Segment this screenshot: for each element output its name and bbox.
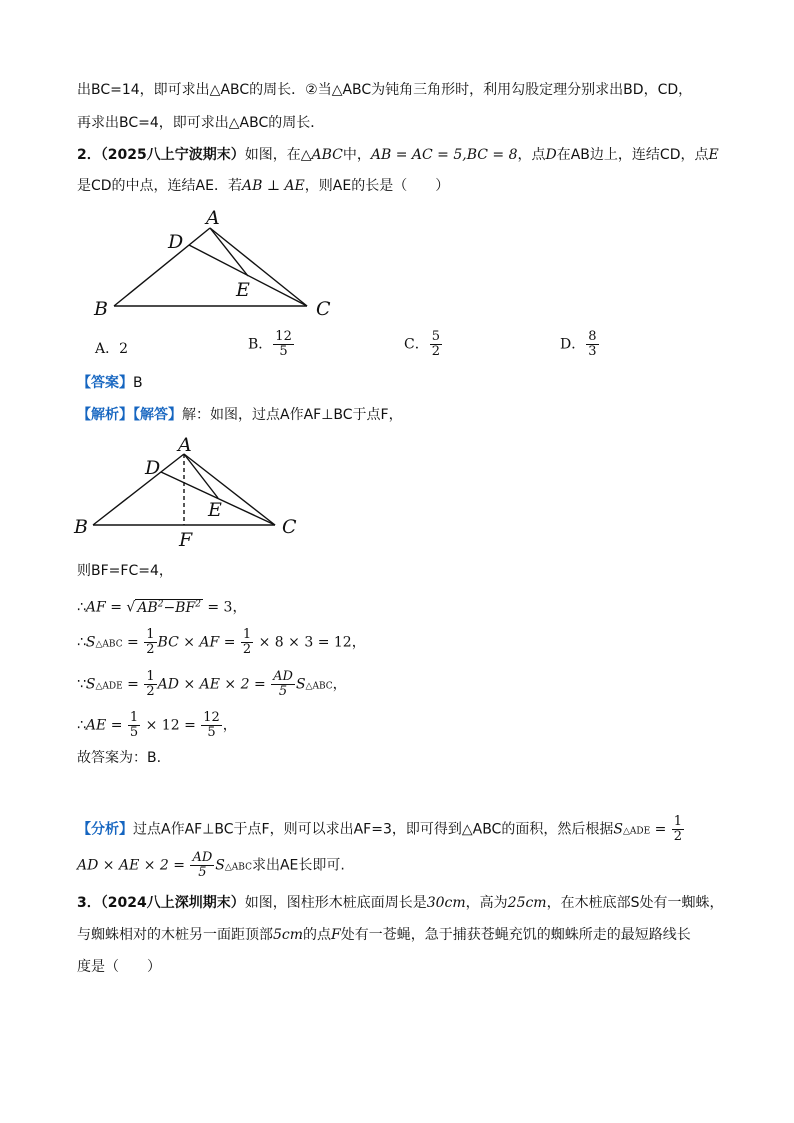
option-c[interactable] <box>404 330 443 359</box>
fraction: $\frac{12}{5}$ <box>275 329 292 359</box>
fraction: $\frac{5}{2}$ <box>431 329 440 359</box>
option-letter: C． <box>404 336 429 353</box>
question-3-line-1: 3．（2024八上深圳期末）如图，图柱形木桩底面周长是30cm，高为25cm，在木桩底部S处有一蜘蛛， <box>77 895 724 911</box>
question-3-line-3: 度是（ ） <box>77 959 161 975</box>
option-b[interactable] <box>248 330 295 359</box>
triangle-figure-2 <box>72 432 312 550</box>
math: E <box>708 147 719 163</box>
label-C: C <box>316 298 331 320</box>
label-A: A <box>206 207 220 229</box>
text: ，点 <box>517 147 546 163</box>
math: D <box>545 147 557 163</box>
math: AB = AC = 5,BC = 8 <box>370 147 518 163</box>
text-line: 出BC=14，即可求出△ABC的周长．②当△ABC为钝角三角形时，利用勾股定理分别求出BD，CD， <box>77 82 693 98</box>
step-2: ∴AF = √ $AB^2-BF^2 = 3$， <box>77 599 247 616</box>
question-2-line-2 <box>77 176 449 196</box>
analysis-tag: 【解析】【解答】 <box>77 407 182 423</box>
label-E: E <box>208 499 222 521</box>
answer-line <box>77 373 143 393</box>
option-a[interactable] <box>95 338 128 358</box>
step-6: 故答案为：B. <box>77 750 162 766</box>
fraction: $\frac{8}{3}$ <box>588 329 597 359</box>
analysis-text: 解：如图，过点A作AF⊥BC于点F， <box>182 407 403 423</box>
text: 是CD的中点，连结AE．若 <box>77 178 242 194</box>
question-number: 2． <box>77 147 101 163</box>
triangle-figure-1 <box>88 205 348 320</box>
step-5: ∴AE = $\frac{1}{5}$ × 12 = $\frac{12}{5}$ ， <box>77 710 237 740</box>
label-A: A <box>178 434 192 456</box>
option-value: 2 <box>119 341 129 357</box>
text: ，则AE的长是（ ） <box>304 178 450 194</box>
math: △ABC <box>300 147 343 163</box>
math: AB ⊥ AE <box>241 178 305 194</box>
option-letter: B． <box>248 336 273 353</box>
analysis-summary-1: 【分析】过点A作AF⊥BC于点F，则可以求出AF=3，即可得到△ABC的面积，然后根据S△ADE = $\frac{1}{2}$ <box>77 814 683 844</box>
step-1: 则BF=FC=4， <box>77 563 173 579</box>
text: 在AB边上，连结CD，点 <box>556 147 709 163</box>
label-C: C <box>282 516 297 538</box>
text-line: 再求出BC=4，即可求出△ABC的周长． <box>77 115 325 131</box>
question-3-line-2: 与蜘蛛相对的木桩另一面距顶部5cm的点F处有一苍蝇，急于捕获苍蝇充饥的蜘蛛所走的最短路线长 <box>77 927 691 943</box>
label-E: E <box>236 279 250 301</box>
label-B: B <box>74 516 88 538</box>
option-d[interactable] <box>560 330 600 359</box>
step-3: ∴S△ABC = $\frac{1}{2}$ BC × AF = $\frac{1}{2}$ × 8 × 3 = 12， <box>77 627 366 657</box>
question-2-line-1 <box>77 145 719 165</box>
option-letter: D． <box>560 336 586 353</box>
answer-tag: 【答案】 <box>77 375 133 391</box>
analysis-line <box>77 405 403 425</box>
text: 如图，在 <box>244 147 301 163</box>
analysis-summary-2: AD × AE × 2 = $\frac{AD}{5}$ S△ABC求出AE长即可. <box>77 850 345 880</box>
step-4: ∵S△ADE = $\frac{1}{2}$ AD × AE × 2 = $\frac{AD}{5}$ S△ABC， <box>77 669 347 699</box>
label-D: D <box>168 231 184 253</box>
label-D: D <box>145 457 161 479</box>
text: 中， <box>342 147 371 163</box>
answer-value: B <box>133 375 143 391</box>
question-source: （2025八上宁波期末） <box>100 147 245 163</box>
option-letter: A． <box>95 341 120 357</box>
label-B: B <box>94 298 108 320</box>
label-F: F <box>179 529 193 550</box>
